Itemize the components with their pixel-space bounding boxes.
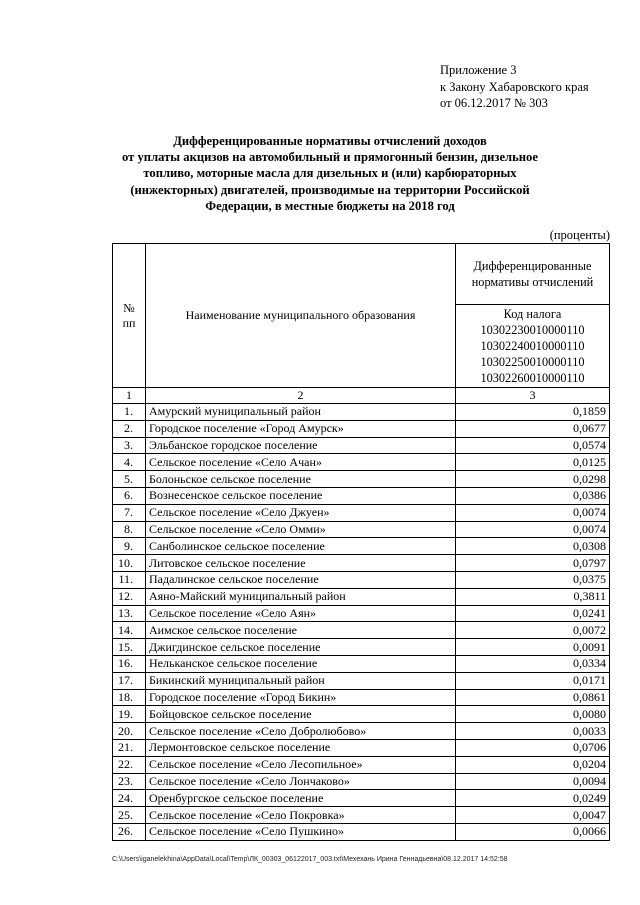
table-row [113,487,610,504]
appendix-line-3: от 06.12.2017 № 303 [440,96,548,110]
normative-value: 0,0072 [456,622,610,639]
row-number: 9. [113,538,146,555]
table-row [113,555,610,572]
normative-value: 0,0375 [456,571,610,588]
normative-value: 0,0797 [456,555,610,572]
normative-value: 0,0249 [456,790,610,807]
municipality-name: Сельское поселение «Село Аян» [146,605,456,622]
row-number: 16. [113,655,146,672]
table-row [113,807,610,824]
document-title [95,133,565,214]
table-row [113,504,610,521]
table-row [113,790,610,807]
table-row [113,437,610,454]
municipality-name: Сельское поселение «Село Добролюбово» [146,723,456,740]
normative-value: 0,0574 [456,437,610,454]
row-number: 17. [113,672,146,689]
normative-value: 0,0334 [456,655,610,672]
row-number: 11. [113,571,146,588]
title-line-2: от уплаты акцизов на автомобильный и прямогонный бензин, дизельное [122,150,538,165]
row-number: 22. [113,756,146,773]
municipality-name: Сельское поселение «Село Покровка» [146,807,456,824]
title-line-1: Дифференцированные нормативы отчислений доходов [173,134,487,148]
municipality-name: Вознесенское сельское поселение [146,487,456,504]
normative-value: 0,0861 [456,689,610,706]
municipality-name: Нельканское сельское поселение [146,655,456,672]
normative-value: 0,0033 [456,723,610,740]
appendix-line-1: Приложение 3 [440,63,517,77]
normative-value: 0,0066 [456,823,610,840]
normative-value: 0,0091 [456,639,610,656]
municipality-name: Лермонтовское сельское поселение [146,739,456,756]
row-number: 24. [113,790,146,807]
header-number-line-2: пп [122,315,136,330]
normative-value: 0,3811 [456,588,610,605]
table-row [113,538,610,555]
tax-code-2: 10302240010000110 [480,339,585,353]
municipality-name: Сельское поселение «Село Лесопильное» [146,756,456,773]
file-path-footer: C:\Users\iganelekhina\AppData\Local\Temp\ЛК_00303_06122017_003.txt\Мехехань Ирина Геннадьевна\08.12.2017 14:52:58 [112,856,508,863]
normative-value: 0,0298 [456,471,610,488]
municipality-name: Бикинский муниципальный район [146,672,456,689]
row-number: 8. [113,521,146,538]
title-line-3: топливо, моторные масла для дизельных и (или) карбюраторных [143,166,517,181]
table-row [113,420,610,437]
municipality-name: Сельское поселение «Село Джуен» [146,504,456,521]
unit-label: (проценты) [549,228,610,242]
header-normatives-line-1: Дифференцированные [473,259,592,273]
table-row [113,471,610,488]
table-row [113,723,610,740]
municipality-name: Аяно-Майский муниципальный район [146,588,456,605]
row-number: 15. [113,639,146,656]
municipality-name: Оренбургское сельское поселение [146,790,456,807]
header-tax-code [456,305,610,388]
tax-code-4: 10302260010000110 [480,371,585,385]
municipality-name: Амурский муниципальный район [146,404,456,421]
municipality-name: Болоньское сельское поселение [146,471,456,488]
municipality-name: Сельское поселение «Село Лончаково» [146,773,456,790]
appendix-block [440,62,589,112]
normative-value: 0,0074 [456,504,610,521]
normative-value: 0,0047 [456,807,610,824]
normative-value: 0,0125 [456,454,610,471]
table-row [113,756,610,773]
row-number: 14. [113,622,146,639]
row-number: 4. [113,454,146,471]
normative-value: 0,1859 [456,404,610,421]
row-number: 25. [113,807,146,824]
normative-value: 0,0706 [456,739,610,756]
row-number: 13. [113,605,146,622]
table-row [113,689,610,706]
tax-code-3: 10302250010000110 [480,355,585,369]
municipality-name: Городское поселение «Город Бикин» [146,689,456,706]
tax-code-label: Код налога [503,307,562,321]
municipality-name: Сельское поселение «Село Ачан» [146,454,456,471]
table-row [113,655,610,672]
table-row [113,706,610,723]
row-number: 26. [113,823,146,840]
table-row [113,639,610,656]
table-row [113,521,610,538]
table-header-row [113,244,610,305]
column-numbers-row [113,388,610,404]
row-number: 18. [113,689,146,706]
tax-code-1: 10302230010000110 [480,323,585,337]
column-number-3: 3 [456,388,610,404]
header-number-line-1: № [123,300,135,315]
row-number: 21. [113,739,146,756]
municipality-name: Бойцовское сельское поселение [146,706,456,723]
table-row [113,739,610,756]
header-normatives-line-2: нормативы отчислений [471,275,594,289]
normative-value: 0,0308 [456,538,610,555]
row-number: 20. [113,723,146,740]
row-number: 5. [113,471,146,488]
table-row [113,823,610,840]
normatives-table [112,243,610,841]
normative-value: 0,0677 [456,420,610,437]
municipality-name: Джигдинское сельское поселение [146,639,456,656]
municipality-name: Сельское поселение «Село Пушкино» [146,823,456,840]
normative-value: 0,0386 [456,487,610,504]
municipality-name: Санболинское сельское поселение [146,538,456,555]
appendix-line-2: к Закону Хабаровского края [440,79,589,94]
row-number: 2. [113,420,146,437]
header-normatives [456,244,610,305]
row-number: 6. [113,487,146,504]
normative-value: 0,0074 [456,521,610,538]
normative-value: 0,0204 [456,756,610,773]
row-number: 19. [113,706,146,723]
column-number-1: 1 [113,388,146,404]
row-number: 23. [113,773,146,790]
title-line-4: (инжекторных) двигателей, производимые на территории Российской [130,182,530,197]
normative-value: 0,0171 [456,672,610,689]
header-name: Наименование муниципального образования [146,244,456,388]
municipality-name: Сельское поселение «Село Омми» [146,521,456,538]
table-row [113,622,610,639]
row-number: 3. [113,437,146,454]
municipality-name: Городское поселение «Город Амурск» [146,420,456,437]
row-number: 1. [113,404,146,421]
title-line-5: Федерации, в местные бюджеты на 2018 год [205,198,455,213]
table-row [113,605,610,622]
table-row [113,404,610,421]
row-number: 10. [113,555,146,572]
normative-value: 0,0241 [456,605,610,622]
row-number: 7. [113,504,146,521]
table-row [113,773,610,790]
table-row [113,571,610,588]
row-number: 12. [113,588,146,605]
municipality-name: Падалинское сельское поселение [146,571,456,588]
header-number [113,244,146,388]
table-row [113,454,610,471]
column-number-2: 2 [146,388,456,404]
municipality-name: Аимское сельское поселение [146,622,456,639]
municipality-name: Литовское сельское поселение [146,555,456,572]
table-row [113,672,610,689]
normative-value: 0,0094 [456,773,610,790]
normative-value: 0,0080 [456,706,610,723]
table-row [113,588,610,605]
municipality-name: Эльбанское городское поселение [146,437,456,454]
